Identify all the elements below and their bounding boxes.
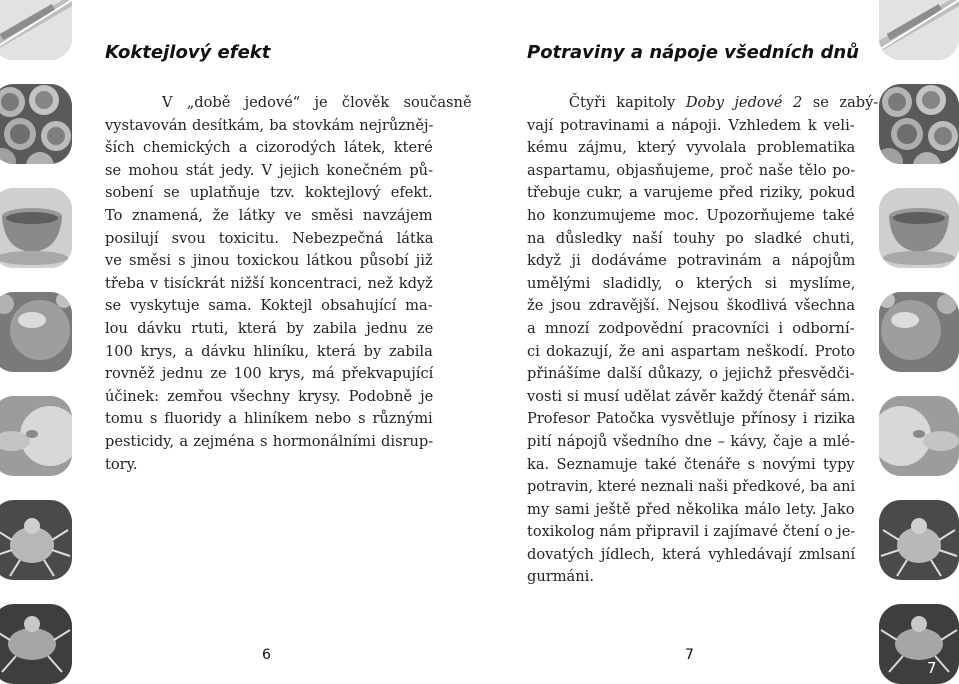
text-line: aspartamu, objasňujeme, proč naše tělo po- bbox=[527, 161, 856, 179]
text-line bbox=[527, 92, 879, 115]
text-line: když ji dodáváme potravinám a nápojům bbox=[527, 252, 856, 270]
text-line: ve směsi s jinou toxickou látkou působí již bbox=[105, 252, 433, 270]
text-line: potravin, které neznali naši předkové, ba ani bbox=[527, 478, 856, 496]
text-line: umělými sladidly, o kterých si myslíme, bbox=[527, 274, 856, 292]
text-line: kému zájmu, který vyvolala problematika bbox=[527, 139, 856, 157]
text-line: toxikolog nám připravil i zajímavé čtení o je- bbox=[527, 523, 856, 541]
text-line: rovněž jednu ze 100 krys, má překvapující bbox=[105, 365, 434, 383]
text-line: To znamená, že látky ve směsi navzájem bbox=[105, 206, 433, 224]
text-line: ho konzumujeme moc. Upozorňujeme také bbox=[527, 206, 855, 224]
text-line: ka. Seznamuje také čtenáře s novými typy bbox=[527, 455, 855, 473]
text-line: vystavován desítkám, ba stovkám nejrůzněj- bbox=[105, 116, 434, 134]
text-line: tomu s fluoridy a hliníkem nebo s různými bbox=[105, 410, 433, 428]
text-line: přinášíme další důkazy, o jejichž přesvědči- bbox=[527, 365, 855, 383]
marbles-image bbox=[879, 292, 959, 372]
left-page-number: 6 bbox=[262, 647, 271, 663]
text-line: pití nápojů všedního dne – kávy, čaje a mlé- bbox=[527, 432, 855, 450]
drink-cans-image bbox=[0, 84, 72, 164]
right-page-heading: Potraviny a nápoje všedních dnů bbox=[527, 42, 859, 63]
tick-mite-image bbox=[0, 500, 72, 580]
text-line: posilují svou toxicitu. Nebezpečná látka bbox=[105, 229, 434, 247]
baby-image bbox=[0, 396, 72, 476]
right-page-number: 7 bbox=[685, 647, 694, 663]
text-line: lou dávku rtuti, která by zabila jednu ze bbox=[105, 319, 434, 337]
text-line: na důsledky naší touhy po sladké chuti, bbox=[527, 229, 855, 247]
text-line: tory. bbox=[105, 455, 138, 473]
tea-cup-image bbox=[0, 188, 72, 268]
right-page-body bbox=[527, 92, 879, 589]
drink-cans-image bbox=[879, 84, 959, 164]
tick-mite-image bbox=[879, 500, 959, 580]
text-line: pesticidy, a zejména s hormonálními disrup- bbox=[105, 432, 434, 450]
text-line: se mohou stát jedy. V jejich konečném pů- bbox=[105, 161, 434, 179]
syringe-image bbox=[0, 0, 72, 60]
tick-mite-image bbox=[879, 604, 959, 684]
text-line: třeba v tisíckrát nižší koncentraci, než když bbox=[105, 274, 433, 292]
right-image-strip bbox=[877, 0, 959, 684]
text-line: ších chemických a cizorodých látek, které bbox=[105, 139, 433, 157]
marbles-image bbox=[0, 292, 72, 372]
text-line: že jsou zdravější. Nejsou škodlivá všechna bbox=[527, 297, 856, 315]
text-run: Čtyři kapitoly bbox=[527, 94, 686, 111]
text-line: my sami ještě před několika málo lety. Jako bbox=[527, 500, 855, 518]
text-line: V „době jedové“ je člověk současně bbox=[105, 94, 472, 111]
syringe-image bbox=[879, 0, 959, 60]
text-line: gurmáni. bbox=[527, 568, 594, 586]
text-line: sobení se uplatňuje tzv. koktejlový efekt. bbox=[105, 184, 433, 202]
text-line: vají potravinami a nápoji. Vzhledem k veli- bbox=[527, 116, 855, 134]
book-title: Doby jedové 2 bbox=[685, 94, 803, 111]
text-line: a mnozí zodpovědní pracovníci i odborní- bbox=[527, 319, 855, 337]
left-page-body bbox=[105, 92, 472, 476]
text-line: ci dokazují, že ani aspartam neškodí. Proto bbox=[527, 342, 856, 360]
text-line: vosti si musí udělat závěr každý čtenář sám. bbox=[527, 387, 856, 405]
baby-image bbox=[879, 396, 959, 476]
left-image-strip bbox=[0, 0, 82, 684]
text-line: třebuje cukr, a varujeme před riziky, pokud bbox=[527, 184, 856, 202]
tick-mite-image bbox=[0, 604, 72, 684]
left-page-heading: Koktejlový efekt bbox=[105, 42, 271, 63]
text-line: dovatých jídlech, která vyhledávají zmlsaní bbox=[527, 545, 856, 563]
corner-page-number: 7 bbox=[927, 659, 937, 677]
text-line: Profesor Patočka vysvětluje přínosy i rizika bbox=[527, 410, 856, 428]
tea-cup-image bbox=[879, 188, 959, 268]
text-line: účinek: zemřou všechny krysy. Podobně je bbox=[105, 387, 434, 405]
text-line: 100 krys, a dávku hliníku, která by zabila bbox=[105, 342, 433, 360]
text-run: se zabý- bbox=[802, 94, 879, 111]
text-line: se vyskytuje sama. Koktejl obsahující ma- bbox=[105, 297, 433, 315]
